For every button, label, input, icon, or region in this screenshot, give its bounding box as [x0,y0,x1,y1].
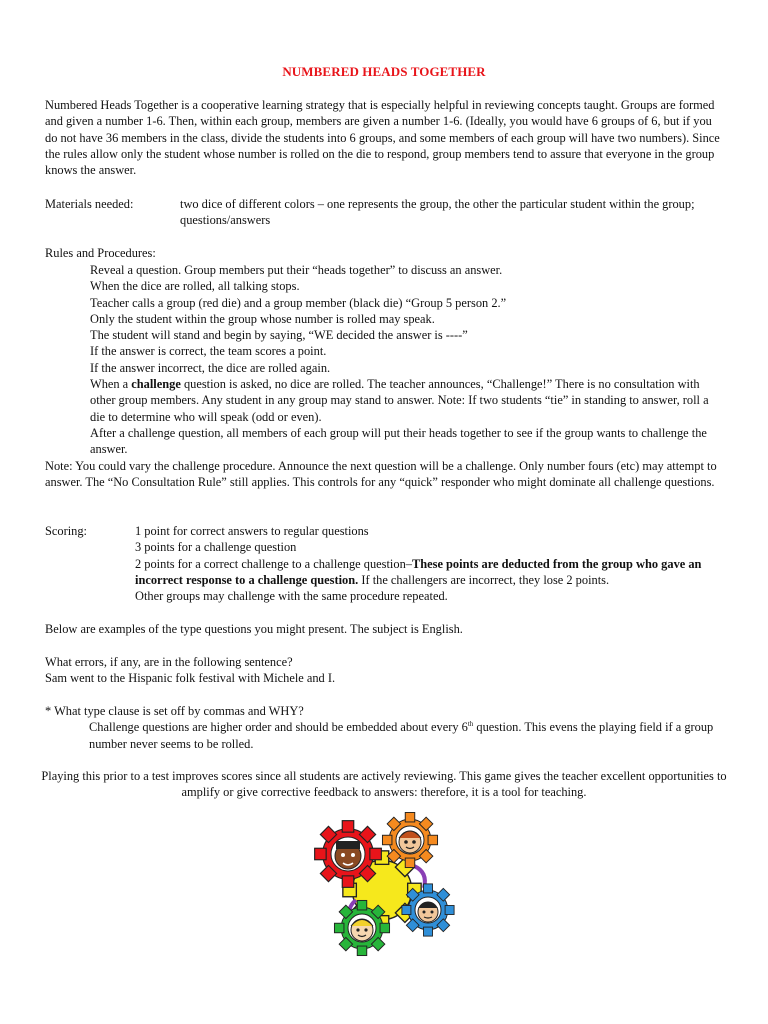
scoring-line3-pre: 2 points for a correct challenge to a challenge question– [135,556,412,571]
scoring-line3-post: If the challengers are incorrect, they lose 2 points. [358,572,610,587]
scoring-line: 1 point for correct answers to regular questions [135,524,369,538]
examples-intro: Below are examples of the type questions you might present. The subject is English. [45,622,463,636]
rule-item: If the answer is correct, the team scores a point. [90,344,327,359]
gears-clipart [310,812,462,958]
rule-item: Teacher calls a group (red die) and a group member (black die) “Group 5 person 2.” [90,295,507,310]
example-question [45,654,727,687]
challenge-explanation-pre: Challenge questions are higher order and should be embedded about every 6 [89,720,468,735]
challenge-explanation-post: question. This evens the playing field if a group number never seems to be rolled. [89,720,714,751]
ordinal-suffix: th [467,720,474,729]
question-sentence: Sam went to the Hispanic folk festival with Michele and I. [45,671,336,686]
face-icon [351,919,373,941]
page-title: NUMBERED HEADS TOGETHER [282,64,486,79]
challenge-pre: When a [90,377,132,392]
scoring-line: Other groups may challenge with the same procedure repeated. [135,589,448,604]
challenge-explanation [45,719,727,752]
face-icon [335,841,361,869]
closing-paragraph: Playing this prior to a test improves scores since all students are actively reviewing. This game gives the teacher excellent opportunities to amplify or give corrective feedback to answers: therefore, it is a tool for teaching. [41,769,727,800]
rule-item: Reveal a question. Group members put their “heads together” to discuss an answer. [90,263,503,277]
challenge-post: question is asked, no dice are rolled. The teacher announces, “Challenge!” There is no consultation with other group members. Any student in any group may stand to answer. Note: If two students “tie” in standing to answer, roll a die to determine who will speak (odd or even). [90,377,709,424]
scoring-line3-bold: These points are deducted from the group who gave an incorrect response to a challenge question. [135,556,702,587]
rule-item: When the dice are rolled, all talking stops. [90,279,300,294]
rules-note: Note: You could vary the challenge procedure. Announce the next question will be a challenge. Only number fours (etc) may attempt to answer. The “No Consultation Rule” still applies. This controls for any “quick” responder who might dominate all challenge questions. [45,459,717,490]
rule-item: If the answer incorrect, the dice are rolled again. [90,360,331,375]
scoring-line [135,556,735,589]
scoring-list [135,523,735,604]
face-icon [399,831,421,853]
scoring-line: 3 points for a challenge question [135,540,297,555]
question-prompt: What errors, if any, are in the following sentence? [45,655,293,669]
challenge-question: * What type clause is set off by commas and WHY? [45,704,304,718]
face-icon [418,902,438,922]
scoring-label: Scoring: [45,524,87,538]
rules-label: Rules and Procedures: [45,246,156,260]
challenge-word: challenge [131,377,181,392]
materials-text: two dice of different colors – one represents the group, the other the particular student within the group; questions/answers [180,197,695,228]
intro-paragraph: Numbered Heads Together is a cooperative learning strategy that is especially helpful in reviewing concepts taught. Groups are formed and given a number 1-6. Then, within each group, members are given a number 1-6. (Ideally, you would have 6 groups of 6, but if you do not have 36 members in the class, divide the students into 6 groups, and some members of each group will have two numbers). Since the rules allow only the student whose number is rolled on the die to respond, group members tend to assure that everyone in the group knows the answer. [45,98,720,178]
materials-label: Materials needed: [45,197,134,211]
rule-item: The student will stand and begin by saying, “WE decided the answer is ----” [90,328,468,343]
rule-item-challenge [90,376,726,425]
challenge-example [45,703,727,752]
rule-item: After a challenge question, all members of each group will put their heads together to see if the group wants to challenge the answer. [90,425,707,457]
rule-item: Only the student within the group whose number is rolled may speak. [90,311,435,326]
rules-list [90,262,726,458]
